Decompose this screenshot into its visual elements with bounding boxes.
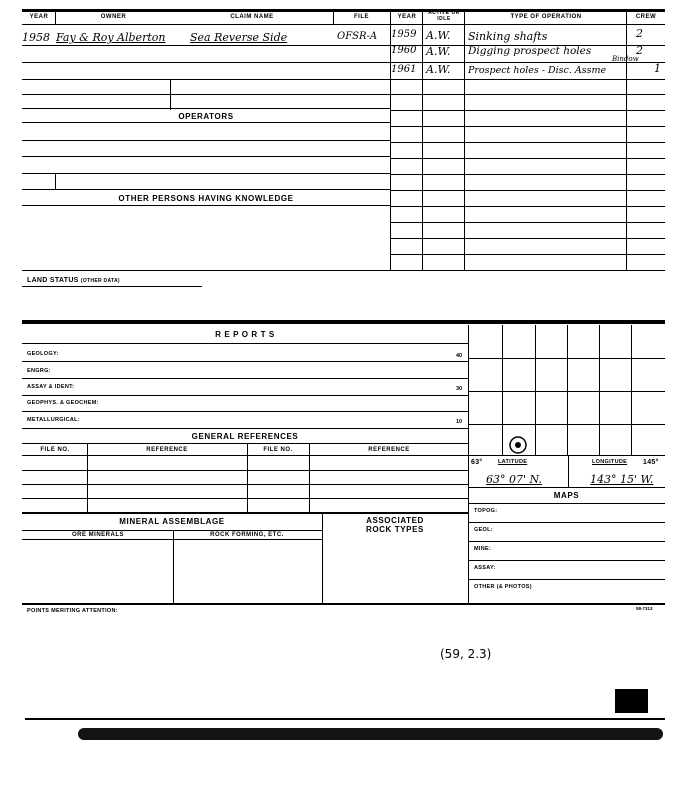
row-line xyxy=(390,94,665,95)
row-line xyxy=(22,443,468,444)
row-line xyxy=(22,140,390,141)
row-line xyxy=(22,62,390,63)
maps-row-label: ASSAY: xyxy=(474,565,496,571)
col-divider xyxy=(468,325,469,604)
associated-rock-types-line2: ROCK TYPES xyxy=(365,525,424,534)
grid-line xyxy=(468,358,665,359)
claim-file: OFSR-A xyxy=(337,31,378,42)
op-note: Bindow xyxy=(612,55,639,63)
associated-rock-types-line1: ASSOCIATED xyxy=(366,516,424,525)
row-line xyxy=(390,254,665,255)
col-divider xyxy=(626,9,627,271)
maps-title: MAPS xyxy=(553,491,580,500)
grid-line xyxy=(468,391,665,392)
report-row-label: GEOLOGY: xyxy=(27,351,59,357)
row-line xyxy=(390,126,665,127)
report-row-label: ENGRG: xyxy=(27,368,51,374)
ref-header-reference2: REFERENCE xyxy=(368,447,410,453)
land-status-label xyxy=(27,277,120,284)
claims-header-year: YEAR xyxy=(29,14,49,20)
grid-line xyxy=(468,455,665,456)
operators-top-line xyxy=(22,122,390,123)
land-status-line xyxy=(22,286,202,287)
col-divider xyxy=(333,9,334,25)
op-year: 1961 xyxy=(391,64,417,75)
land-status-text: LAND STATUS xyxy=(27,277,79,284)
grid-line xyxy=(567,325,568,455)
op-active: A.W. xyxy=(426,63,451,76)
row-line xyxy=(22,108,390,109)
row-line xyxy=(22,270,665,271)
col-divider xyxy=(170,80,171,110)
row-line xyxy=(390,222,665,223)
rock-forming-header: ROCK FORMING, ETC. xyxy=(210,532,284,538)
ref-header-reference: REFERENCE xyxy=(146,447,188,453)
row-line xyxy=(22,530,322,531)
claims-header-claim-name: CLAIM NAME xyxy=(230,14,274,20)
row-line xyxy=(390,190,665,191)
longitude-prefix: 145° xyxy=(643,459,659,466)
row-line xyxy=(22,428,468,429)
points-meriting-attention-label: POINTS MERITING ATTENTION: xyxy=(27,608,118,614)
op-crew: 1 xyxy=(654,62,661,75)
location-marker-icon xyxy=(508,435,528,455)
row-line xyxy=(468,560,665,561)
scan-black-block xyxy=(615,689,648,713)
maps-row-label: TOPOG: xyxy=(474,508,498,514)
row-line xyxy=(22,470,468,471)
report-row-num: 40 xyxy=(456,353,463,359)
op-type: Prospect holes - Disc. Assme xyxy=(468,65,607,76)
row-line xyxy=(22,189,390,190)
bottom-border xyxy=(22,603,665,605)
row-line xyxy=(22,156,390,157)
row-line xyxy=(468,522,665,523)
row-line xyxy=(390,174,665,175)
op-year: 1959 xyxy=(391,29,417,40)
longitude-label: LONGITUDE xyxy=(592,459,628,465)
col-divider xyxy=(464,9,465,271)
row-line xyxy=(22,539,322,540)
op-type: Digging prospect holes xyxy=(468,45,592,57)
row-line xyxy=(22,455,468,456)
claims-header-owner: OWNER xyxy=(100,14,127,20)
maps-row-label: OTHER (& PHOTOS) xyxy=(474,584,532,590)
row-line xyxy=(22,378,468,379)
col-divider xyxy=(309,443,310,512)
reports-title: R E P O R T S xyxy=(215,330,275,339)
grid-line xyxy=(468,424,665,425)
mineral-assemblage-title: MINERAL ASSEMBLAGE xyxy=(119,517,225,526)
form-number: 58-7313 xyxy=(636,606,653,611)
col-divider xyxy=(247,443,248,512)
report-row-label: ASSAY & IDENT: xyxy=(27,384,75,390)
report-row-label: METALLURGICAL: xyxy=(27,417,80,423)
col-divider xyxy=(87,443,88,512)
row-line xyxy=(22,45,390,46)
latitude-prefix: 63° xyxy=(471,459,483,466)
report-row-label: GEOPHYS. & GEOCHEM: xyxy=(27,400,99,406)
row-line xyxy=(390,142,665,143)
claim-name: Sea Reverse Side xyxy=(190,31,288,44)
op-header-year: YEAR xyxy=(397,14,417,20)
op-header-active: ACTIVE OR IDLE xyxy=(428,10,460,22)
scan-edge-line xyxy=(25,718,665,720)
land-status-sub: (OTHER DATA) xyxy=(80,278,120,284)
latitude-label: LATITUDE xyxy=(498,459,528,465)
claim-year: 1958 xyxy=(22,31,50,44)
row-line xyxy=(22,512,468,514)
general-references-title: GENERAL REFERENCES xyxy=(191,432,299,441)
row-line xyxy=(468,503,665,504)
col-divider xyxy=(173,530,174,604)
ref-header-file2: FILE NO. xyxy=(263,447,293,453)
maps-row-label: GEOL: xyxy=(474,527,493,533)
row-line xyxy=(22,361,468,362)
row-line xyxy=(22,94,390,95)
ref-header-file: FILE NO. xyxy=(40,447,70,453)
op-crew: 2 xyxy=(636,27,643,40)
row-line xyxy=(22,173,390,174)
grid-line xyxy=(599,325,600,455)
row-line xyxy=(468,487,665,488)
row-line xyxy=(390,110,665,111)
col-divider xyxy=(55,9,56,25)
col-divider xyxy=(568,455,569,487)
ore-minerals-header: ORE MINERALS xyxy=(71,532,124,538)
row-line xyxy=(22,79,390,80)
op-active: A.W. xyxy=(426,45,451,58)
row-line xyxy=(22,411,468,412)
row-line xyxy=(22,498,468,499)
handwritten-code: (59, 2.3) xyxy=(440,647,492,661)
report-row-num: 30 xyxy=(456,386,463,392)
claim-owner: Fay & Roy Alberton xyxy=(56,31,166,44)
row-line xyxy=(22,395,468,396)
longitude-value: 143° 15' W. xyxy=(590,473,654,486)
report-row-num: 10 xyxy=(456,419,463,425)
latitude-value: 63° 07' N. xyxy=(486,473,542,486)
row-line xyxy=(22,484,468,485)
row-line xyxy=(390,158,665,159)
op-header-crew: CREW xyxy=(635,14,657,20)
col-divider xyxy=(422,9,423,271)
op-year: 1960 xyxy=(391,45,417,56)
row-line xyxy=(468,579,665,580)
op-header-type: TYPE OF OPERATION xyxy=(510,14,582,20)
reports-top-border xyxy=(22,320,665,324)
row-line xyxy=(390,238,665,239)
grid-line xyxy=(502,325,503,455)
row-line xyxy=(390,79,665,80)
grid-line xyxy=(535,325,536,455)
reports-header-line xyxy=(22,343,468,344)
other-persons-line xyxy=(22,205,390,206)
op-active: A.W. xyxy=(426,29,451,42)
row-line xyxy=(468,541,665,542)
other-persons-title: OTHER PERSONS HAVING KNOWLEDGE xyxy=(118,194,294,203)
operators-title: OPERATORS xyxy=(178,112,234,121)
grid-line xyxy=(631,325,632,455)
op-type: Sinking shafts xyxy=(468,30,548,43)
op-crew: 2 xyxy=(636,44,643,57)
row-line xyxy=(390,206,665,207)
header-bottom-line xyxy=(22,24,665,25)
top-border xyxy=(22,9,665,12)
claims-header-file: FILE xyxy=(354,14,369,20)
maps-row-label: MINE: xyxy=(474,546,492,552)
col-divider xyxy=(55,173,56,189)
scan-dark-band xyxy=(78,728,663,740)
